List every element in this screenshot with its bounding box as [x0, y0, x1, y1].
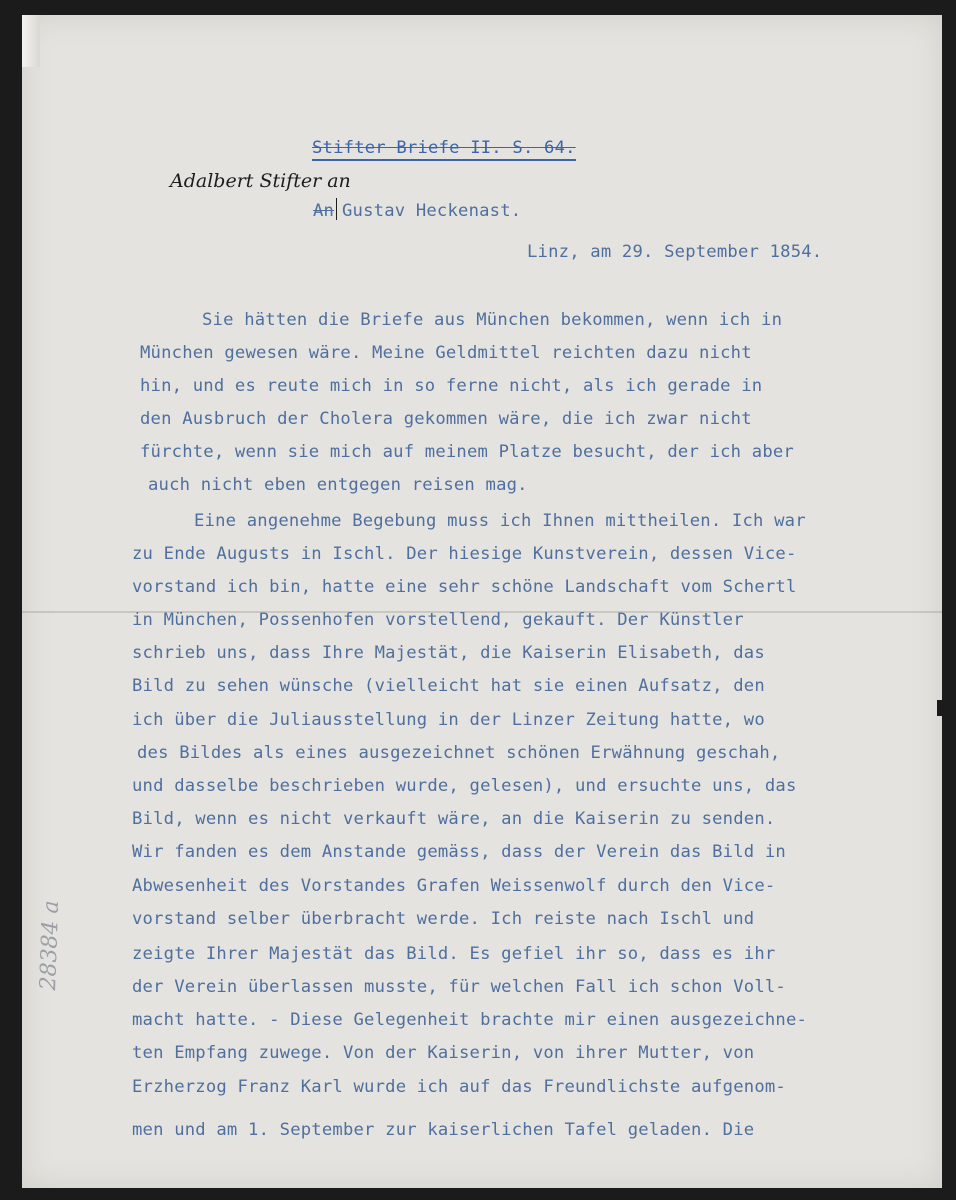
body-line: und dasselbe beschrieben wurde, gelesen), und ersuchte uns, das — [132, 776, 797, 796]
body-line: hin, und es reute mich in so ferne nicht, als ich gerade in — [140, 376, 763, 396]
body-line: zeigte Ihrer Majestät das Bild. Es gefiel ihr so, dass es ihr — [132, 944, 776, 964]
struck-word: An — [313, 201, 335, 221]
addressee: Gustav Heckenast. — [342, 201, 522, 221]
body-line: München gewesen wäre. Meine Geldmittel reichten dazu nicht — [140, 343, 752, 363]
body-line: vorstand selber überbracht werde. Ich reiste nach Ischl und — [132, 909, 755, 929]
body-line: Abwesenheit des Vorstandes Grafen Weissenwolf durch den Vice- — [132, 876, 776, 896]
body-line: der Verein überlassen musste, für welchen Fall ich schon Voll- — [132, 977, 786, 997]
body-line: zu Ende Augusts in Ischl. Der hiesige Kunstverein, dessen Vice- — [132, 544, 797, 564]
body-line: auch nicht eben entgegen reisen mag. — [148, 475, 528, 495]
body-line: Bild, wenn es nicht verkauft wäre, an die Kaiserin zu senden. — [132, 809, 776, 829]
body-line: men und am 1. September zur kaiserlichen Tafel geladen. Die — [132, 1120, 755, 1140]
body-line: ich über die Juliausstellung in der Linzer Zeitung hatte, wo — [132, 710, 765, 730]
body-line: vorstand ich bin, hatte eine sehr schöne Landschaft vom Schertl — [132, 577, 797, 597]
dateline: Linz, am 29. September 1854. — [527, 242, 823, 262]
body-line: schrieb uns, dass Ihre Majestät, die Kaiserin Elisabeth, das — [132, 643, 765, 663]
body-line: Wir fanden es dem Anstande gemäss, dass der Verein das Bild in — [132, 842, 786, 862]
body-line: fürchte, wenn sie mich auf meinem Platze besucht, der ich aber — [140, 442, 794, 462]
torn-corner — [22, 15, 40, 67]
body-line: Sie hätten die Briefe aus München bekommen, wenn ich in — [202, 310, 783, 330]
body-line: des Bildes als eines ausgezeichnet schönen Erwähnung geschah, — [137, 743, 781, 763]
edge-notch — [937, 700, 947, 716]
body-line: den Ausbruch der Cholera gekommen wäre, die ich zwar nicht — [140, 409, 752, 429]
body-line: Eine angenehme Begebung muss ich Ihnen mittheilen. Ich war — [194, 511, 806, 531]
page-header: Stifter Briefe II. S. 64. — [312, 138, 576, 161]
body-line: in München, Possenhofen vorstellend, gekauft. Der Künstler — [132, 610, 744, 630]
body-line: Bild zu sehen wünsche (vielleicht hat sie einen Aufsatz, den — [132, 676, 765, 696]
body-line: ten Empfang zuwege. Von der Kaiserin, von ihrer Mutter, von — [132, 1043, 755, 1063]
body-line: macht hatte. - Diese Gelegenheit brachte mir einen ausgezeichne- — [132, 1010, 808, 1030]
body-line: Erzherzog Franz Karl wurde ich auf das Freundlichste aufgenom- — [132, 1077, 786, 1097]
archive-number: 28384 a — [36, 899, 65, 991]
handwritten-annotation: Adalbert Stifter an — [170, 170, 351, 192]
